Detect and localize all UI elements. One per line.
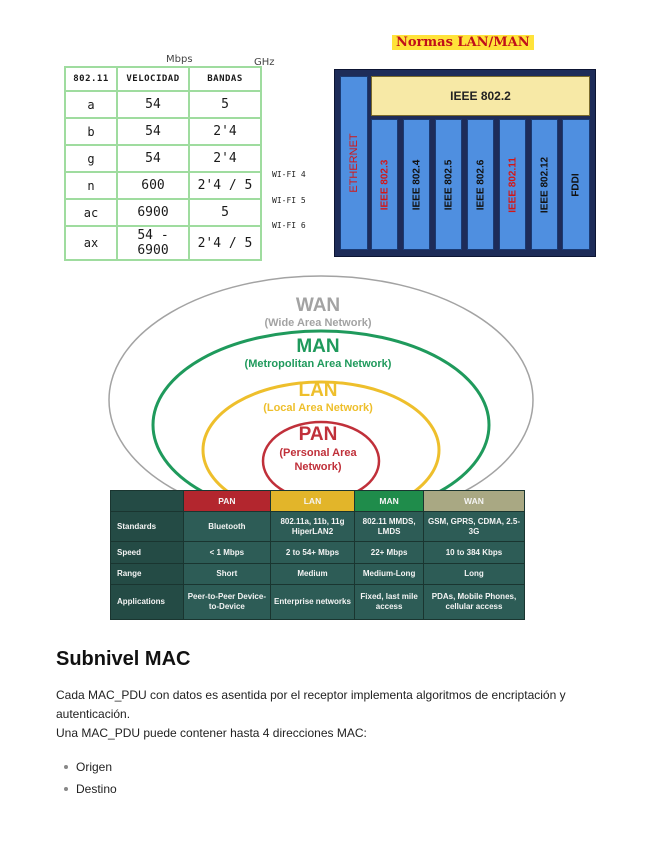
- band-cell: 2'4: [189, 118, 261, 145]
- speed-cell: 600: [117, 172, 189, 199]
- wifi-standards-grid: [64, 66, 262, 261]
- table-cell: Peer-to-Peer Device-to-Device: [184, 585, 271, 620]
- table-cell: Long: [423, 564, 524, 585]
- paragraph-mac-addresses: Una MAC_PDU puede contener hasta 4 direcciones MAC:: [56, 726, 367, 740]
- header-pan: PAN: [184, 491, 271, 512]
- column-label: ETHERNET: [348, 133, 360, 193]
- table-row: [111, 512, 525, 542]
- table-cell: Enterprise networks: [270, 585, 355, 620]
- ieee-802-4-column: [403, 119, 430, 250]
- table-cell: Bluetooth: [184, 512, 271, 542]
- column-label: IEEE 802.4: [411, 159, 422, 210]
- list-item-text: Destino: [76, 782, 117, 796]
- header-wan: WAN: [423, 491, 524, 512]
- table-cell: 22+ Mbps: [355, 542, 424, 564]
- table-header-row: [111, 491, 525, 512]
- speed-cell: 54 - 6900: [117, 226, 189, 260]
- ieee-802-5-column: [435, 119, 462, 250]
- wan-abbr: WAN: [295, 295, 341, 316]
- corner-cell: [111, 491, 184, 512]
- row-label: Applications: [111, 585, 184, 620]
- bullet-icon: [64, 765, 68, 769]
- table-row: [65, 172, 261, 199]
- band-cell: 5: [189, 91, 261, 118]
- standards-diagram-title: Normas LAN/MAN: [392, 35, 534, 50]
- pan-label: [168, 424, 468, 474]
- wan-full-name: (Wide Area Network): [264, 317, 372, 329]
- table-row: [111, 585, 525, 620]
- column-label: IEEE 802.5: [443, 159, 454, 210]
- band-cell: 2'4 / 5: [189, 226, 261, 260]
- column-label: IEEE 802.12: [539, 156, 550, 213]
- band-cell: 2'4: [189, 145, 261, 172]
- section-heading: Subnivel MAC: [56, 648, 191, 670]
- table-cell: Fixed, last mile access: [355, 585, 424, 620]
- table-row: [111, 542, 525, 564]
- ieee-802-2-block: IEEE 802.2: [371, 76, 590, 116]
- man-abbr: MAN: [296, 336, 340, 357]
- header-cell: VELOCIDAD: [117, 67, 189, 91]
- handwritten-wifi-table: [58, 54, 328, 258]
- speed-cell: 6900: [117, 199, 189, 226]
- row-label: Speed: [111, 542, 184, 564]
- lan-full-name: (Local Area Network): [263, 402, 373, 414]
- header-lan: LAN: [270, 491, 355, 512]
- lan-abbr: LAN: [298, 380, 338, 401]
- list-item: [56, 756, 117, 778]
- table-cell: 10 to 384 Kbps: [423, 542, 524, 564]
- lan-label: [168, 380, 468, 414]
- band-cell: 2'4 / 5: [189, 172, 261, 199]
- header-cell: BANDAS: [189, 67, 261, 91]
- std-cell: a: [65, 91, 117, 118]
- table-cell: GSM, GPRS, CDMA, 2.5-3G: [423, 512, 524, 542]
- pan-abbr: PAN: [298, 424, 338, 445]
- std-cell: b: [65, 118, 117, 145]
- speed-cell: 54: [117, 145, 189, 172]
- table-cell: PDAs, Mobile Phones, cellular access: [423, 585, 524, 620]
- bullet-icon: [64, 787, 68, 791]
- ieee-802-11-column: [499, 119, 526, 250]
- std-cell: ax: [65, 226, 117, 260]
- table-cell: 802.11a, 11b, 11g HiperLAN2: [270, 512, 355, 542]
- table-row: [65, 145, 261, 172]
- std-cell: n: [65, 172, 117, 199]
- unit-label-mbps: Mbps: [166, 54, 193, 65]
- speed-cell: 54: [117, 118, 189, 145]
- table-cell: Medium: [270, 564, 355, 585]
- table-cell: 2 to 54+ Mbps: [270, 542, 355, 564]
- pan-full-name: (Personal Area Network): [279, 447, 357, 473]
- mac-address-list: [56, 756, 117, 800]
- network-comparison-table: [110, 490, 525, 620]
- table-cell: < 1 Mbps: [184, 542, 271, 564]
- column-label: IEEE 802.11: [507, 156, 518, 213]
- std-cell: g: [65, 145, 117, 172]
- row-label: Standards: [111, 512, 184, 542]
- table-row: [111, 564, 525, 585]
- table-row: [65, 118, 261, 145]
- header-man: MAN: [355, 491, 424, 512]
- paragraph-encryption: Cada MAC_PDU con datos es asentida por el receptor implementa algoritmos de encriptación y autenticación.: [56, 688, 566, 721]
- wifi-generation-note: WI-FI 6: [272, 221, 306, 230]
- ieee-802-6-column: [467, 119, 494, 250]
- std-cell: ac: [65, 199, 117, 226]
- speed-cell: 54: [117, 91, 189, 118]
- unit-label-ghz: GHz: [254, 57, 275, 68]
- ethernet-column: [340, 76, 368, 250]
- table-row: [65, 91, 261, 118]
- column-label: IEEE 802.6: [475, 159, 486, 210]
- ieee-802-3-column: [371, 119, 398, 250]
- table-cell: 802.11 MMDS, LMDS: [355, 512, 424, 542]
- wifi-generation-note: WI-FI 4: [272, 170, 306, 179]
- column-label: FDDI: [570, 172, 582, 197]
- table-cell: Short: [184, 564, 271, 585]
- fddi-column: [562, 119, 590, 250]
- table-row: [65, 199, 261, 226]
- ieee-standards-diagram: [334, 69, 596, 257]
- band-cell: 5: [189, 199, 261, 226]
- header-cell: 802.11: [65, 67, 117, 91]
- wifi-generation-note: WI-FI 5: [272, 196, 306, 205]
- table-row: [65, 226, 261, 260]
- table-header-row: [65, 67, 261, 91]
- man-full-name: (Metropolitan Area Network): [244, 358, 392, 370]
- table-cell: Medium-Long: [355, 564, 424, 585]
- man-label: [168, 336, 468, 370]
- list-item: [56, 778, 117, 800]
- list-item-text: Origen: [76, 760, 113, 774]
- row-label: Range: [111, 564, 184, 585]
- wan-label: [168, 295, 468, 329]
- ieee-802-12-column: [531, 119, 558, 250]
- column-label: IEEE 802.3: [379, 159, 390, 210]
